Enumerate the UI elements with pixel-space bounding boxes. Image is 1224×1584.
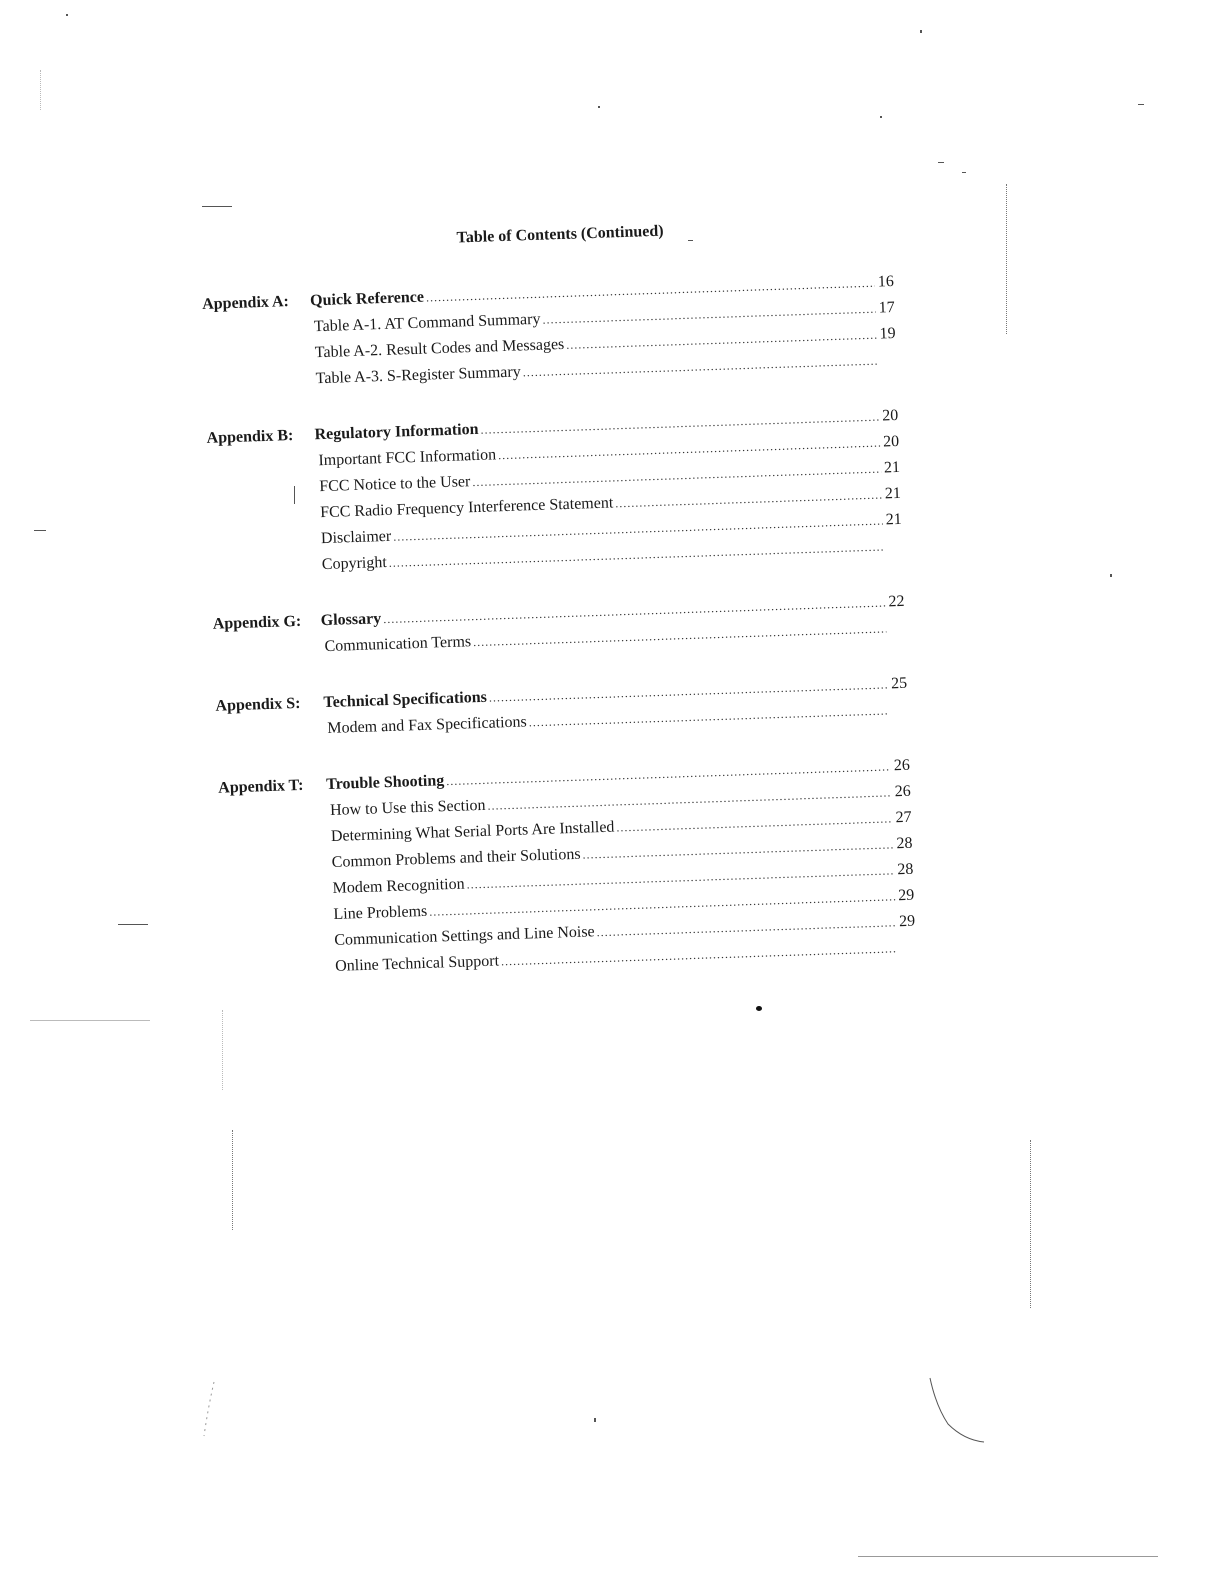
toc-entry-text: Determining What Serial Ports Are Installed <box>330 818 615 845</box>
scan-speck <box>1110 574 1112 577</box>
page-number <box>881 364 905 365</box>
scan-edge-line <box>1006 184 1008 334</box>
scan-speck <box>594 1418 596 1422</box>
toc-entry-text: Communication Settings and Line Noise <box>334 923 595 949</box>
page-number: 28 <box>897 860 914 879</box>
page-number: 20 <box>882 432 900 451</box>
toc-entry-text: Common Problems and their Solutions <box>331 845 581 871</box>
toc-entry-text: Table A-2. Result Codes and Messages <box>314 335 565 362</box>
scan-speck <box>118 924 148 925</box>
scan-speck <box>688 240 693 241</box>
appendix-t-section <box>218 752 925 983</box>
appendix-entries <box>323 671 916 743</box>
toc-entry-text: Modem Recognition <box>332 875 465 897</box>
page-number: 26 <box>893 756 911 775</box>
toc-entry-text: FCC Notice to the User <box>319 473 471 496</box>
toc-entry-text: Copyright <box>321 553 388 574</box>
page-number: 29 <box>898 912 916 931</box>
appendix-label: Appendix B: <box>206 427 294 447</box>
appendix-label: Appendix T: <box>217 776 304 797</box>
appendix-label: Appendix G: <box>212 612 302 633</box>
toc-heading-text: Quick Reference <box>309 288 425 310</box>
page-number: 25 <box>890 674 908 693</box>
toc-heading-text: Regulatory Information <box>314 420 479 444</box>
toc-entry-text: Communication Terms <box>324 633 472 656</box>
toc-heading-text: Technical Specifications <box>323 688 488 712</box>
scan-speck <box>962 172 966 173</box>
appendix-label: Appendix S: <box>215 694 301 715</box>
scan-curve-mark <box>928 1376 988 1446</box>
appendix-entries <box>310 269 905 393</box>
scan-speck <box>938 162 944 163</box>
scan-speck <box>920 30 922 33</box>
scan-speck <box>858 1556 1158 1557</box>
toc-heading-text: Trouble Shooting <box>325 772 445 794</box>
page-number: 19 <box>879 324 896 343</box>
scan-speck <box>34 530 46 531</box>
table-of-contents <box>200 215 925 1014</box>
scan-edge-line <box>232 1130 234 1230</box>
appendix-entries <box>320 589 913 661</box>
toc-entry-text: FCC Radio Frequency Interference Statement <box>319 494 614 522</box>
page-number: 20 <box>881 406 899 425</box>
toc-entry-text: How to Use this Section <box>329 796 486 819</box>
toc-entry-text: Table A-1. AT Command Summary <box>313 310 541 336</box>
page-number: 27 <box>895 808 912 827</box>
toc-entry-text: Table A-3. S-Register Summary <box>315 363 521 388</box>
scan-speck <box>1138 104 1144 105</box>
scan-edge-line <box>40 70 42 110</box>
toc-entry-text: Line Problems <box>333 902 428 923</box>
scan-dot <box>756 1006 762 1011</box>
page-number <box>889 632 913 633</box>
page-number <box>892 714 916 715</box>
page-number: 17 <box>878 299 895 317</box>
scan-edge-line <box>1030 1140 1032 1308</box>
toc-entry-text: Important FCC Information <box>318 446 497 470</box>
page-number: 21 <box>883 458 901 477</box>
scan-edge-line <box>222 1010 224 1090</box>
appendix-label: Appendix A: <box>201 293 290 313</box>
scan-speck <box>66 14 68 16</box>
appendix-b-section <box>206 403 911 582</box>
scan-curve-mark <box>200 1380 230 1440</box>
toc-entry-text: Disclaimer <box>320 527 392 548</box>
page-number: 21 <box>885 510 902 529</box>
scan-speck <box>294 486 295 504</box>
scan-speck <box>202 206 232 207</box>
toc-entry-text: Online Technical Support <box>334 952 500 975</box>
appendix-a-section <box>202 269 905 396</box>
appendix-entries <box>326 752 925 980</box>
scan-speck <box>880 116 882 118</box>
page-number: 29 <box>897 886 915 905</box>
scan-speck <box>598 106 600 108</box>
appendix-s-section <box>215 671 916 746</box>
appendix-entries <box>314 403 911 579</box>
page-title: Table of Contents (Continued) <box>456 222 664 247</box>
appendix-g-section <box>212 589 913 664</box>
page-number <box>887 550 911 551</box>
page-number: 21 <box>884 484 902 503</box>
toc-entry-text: Modem and Fax Specifications <box>327 713 528 738</box>
scan-speck <box>30 1020 150 1021</box>
page-number: 26 <box>894 782 912 801</box>
page-number: 22 <box>888 592 905 611</box>
page-number: 16 <box>877 273 895 291</box>
page-number <box>900 951 924 952</box>
toc-heading-text: Glossary <box>320 610 382 630</box>
page-number: 28 <box>896 834 913 853</box>
